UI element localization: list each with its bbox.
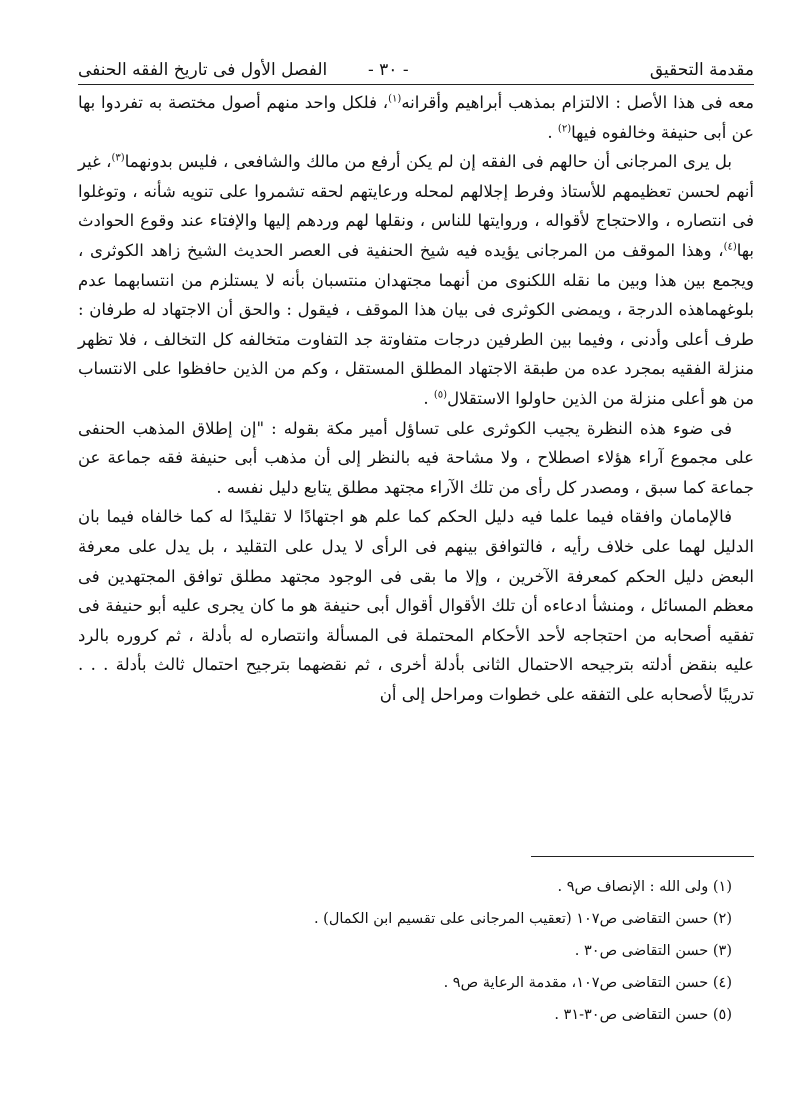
footnote-ref-5: (٥) bbox=[433, 389, 448, 401]
page-number: - ٣٠ - bbox=[368, 60, 409, 80]
footnote-4: (٤) حسن التقاضى ص١٠٧، مقدمة الرعاية ص٩ . bbox=[443, 975, 732, 991]
header-section-title: مقدمة التحقيق bbox=[649, 60, 754, 80]
footnote-2: (٢) حسن التقاضى ص١٠٧ (تعقيب المرجانى على تقسيم ابن الكمال) . bbox=[313, 911, 732, 927]
header-chapter-title: الفصل الأول فى تاريخ الفقه الحنفى bbox=[78, 60, 328, 80]
footnote-ref-3: (٣) bbox=[111, 152, 125, 164]
footnote-1: (١) ولى الله : الإنصاف ص٩ . bbox=[557, 879, 732, 895]
header-rule bbox=[78, 84, 754, 85]
paragraph-2: بل يرى المرجانى أن حالهم فى الفقه إن لم يكن أرفع من مالك والشافعى ، فليس بدونهما$^{(٣)}$، غير أنهم لحسن تعظيمهم للأستاذ وفرط إجلالهم لمحله ورعايتهم لحقه تشمروا على تنويه شأنه ، وتوغلوا فى انتصاره ، والاحتجاج لأقواله ، وروايتها للناس ، ونقلها لهم وردهم إليها والإفتاء عند وقوع الحوادث بها$^{(٤)}$، وهذا الموقف من المرجانى يؤيده فيه شيخ الحنفية فى العصر الحديث الشيخ زاهد الكوثرى ، ويجمع بين هذا وبين ما نقله اللكنوى من أنهما مجتهدان منتسبان بأنه لا يستلزم من انتسابهما عدم بلوغهماهذه الدرجة ، ويمضى الكوثرى فى بيان هذا الموقف ، فيقول : والحق أن الاجتهاد له طرفان : طرف أعلى وأدنى ، وفيما بين الطرفين درجات متفاوتة جد التفاوت متخالفه كل التخالف ، فلا تظهر منزلة الفقيه بمجرد عده من طبقة الاجتهاد المطلق المستقل ، وكم من الذين حافظوا على الانتساب من هو أعلى منزلة من الذين حاولوا الاستقلال$^{(٥)}$ . bbox=[78, 152, 754, 408]
footnote-ref-1: (١) bbox=[388, 93, 402, 105]
footnote-ref-4: (٤) bbox=[723, 241, 737, 253]
footnote-5: (٥) حسن التقاضى ص٣٠-٣١ . bbox=[554, 1007, 732, 1023]
footnote-3: (٣) حسن التقاضى ص٣٠ . bbox=[574, 943, 732, 959]
paragraph-4: فالإمامان وافقاه فيما علما فيه دليل الحكم كما علم هو اجتهادًا لا تقليدًا له كما خالفاه فيما بان الدليل لهما على خلاف رأيه ، فالتوافق بينهم فى الرأى لا يدل على التقليد ، بل يدل على معرفة البعض دليل الحكم كمعرفة الآخرين ، وإلا ما بقى فى الوجود مجتهد مطلق توافق المجتهدين فى معظم المسائل ، ومنشأ ادعاءه أن تلك الأقوال أقوال أبى حنيفة هو ما كان يجرى عليه أبو حنيفة فى تفقيه أصحابه من احتجاجه لأحد الأحكام المحتملة فى المسألة وانتصاره له بأدلة ، ثم كروره بالرد عليه بنقض أدلته بترجيحه الاحتمال الثانى بأدلة أخرى ، ثم نقضهما بترجيح احتمال ثالث بأدلة . . . تدريبًا لأصحابه على التفقه على خطوات ومراحل إلى أن bbox=[78, 507, 754, 704]
footnotes bbox=[78, 871, 754, 1031]
main-text bbox=[78, 88, 754, 709]
footnote-separator bbox=[531, 856, 754, 857]
footnote-ref-2: (٢) bbox=[557, 123, 572, 135]
running-header bbox=[78, 50, 754, 86]
paragraph-3: فى ضوء هذه النظرة يجيب الكوثرى على تساؤل أمير مكة بقوله : "إن إطلاق المذهب الحنفى على مجموع آراء هؤلاء اصطلاح ، ولا مشاحة فيه بالنظر إلى أن مذهب أبى حنيفة فقه جماعة عن جماعة كما سبق ، ومصدر كل رأى من تلك الآراء مجتهد مطلق يتابع دليل نفسه . bbox=[78, 418, 754, 497]
paragraph-1: معه فى هذا الأصل : الالتزام بمذهب أبراهيم وأقرانه$^{(١)}$، فلكل واحد منهم أصول مختصة به تفردوا بها عن أبى حنيفة وخالفوه فيها$^{(٢)}$ . bbox=[78, 93, 754, 142]
